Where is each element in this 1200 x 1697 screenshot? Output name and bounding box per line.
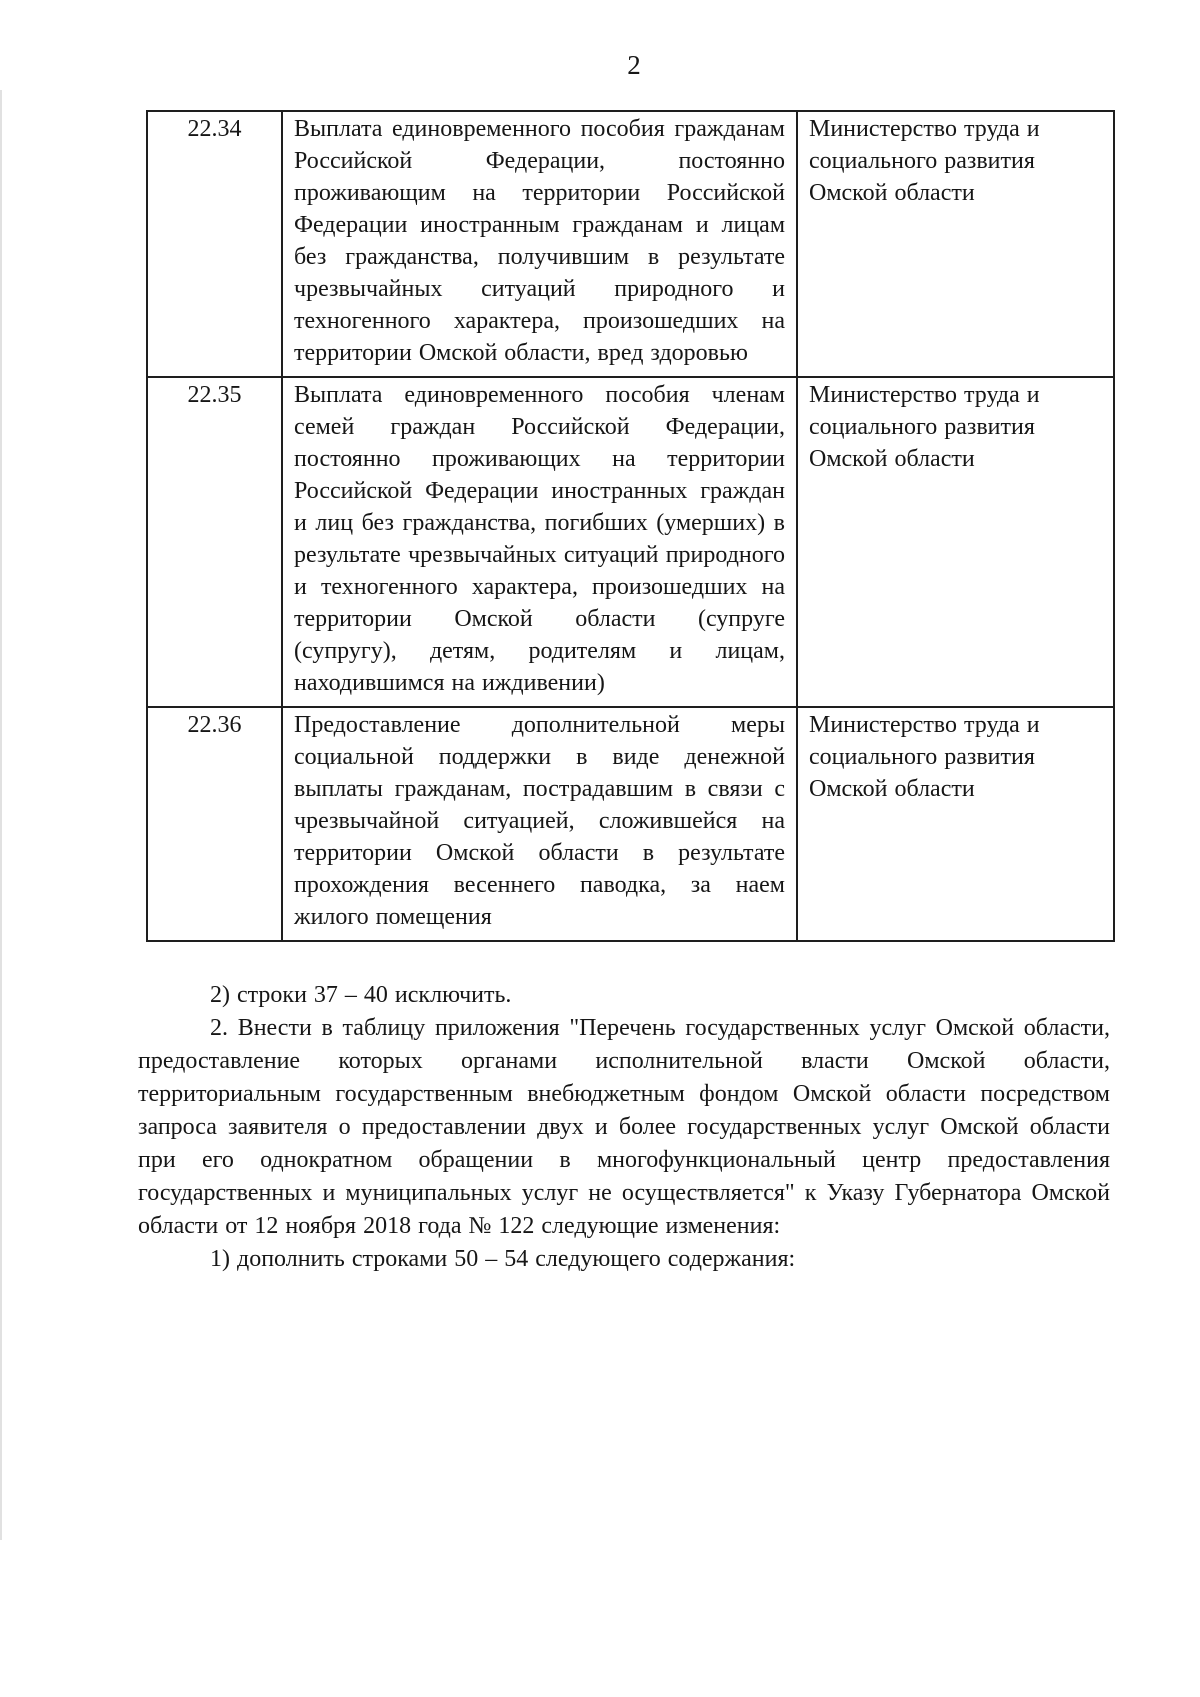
service-description-cell: Предоставление дополнительной меры социальной поддержки в виде денежной выплаты гражданам, пострадавшим в связи с чрезвычайной ситуацией, сложившейся на территории Омской области в результате прохождения весеннего паводка, за наем жилого помещения <box>282 707 797 941</box>
table-row-22-35 <box>147 377 1114 707</box>
table-row-22-34 <box>147 111 1114 377</box>
paragraph-amendment-intro: 2. Внести в таблицу приложения "Перечень государственных услуг Омской области, предоставление которых органами исполнительной власти Омской области, территориальным государственным внебюджетным фондом Омской области посредством запроса заявителя о предоставлении двух и более государственных услуг Омской области при его однократном обращении в многофункциональный центр предоставления государственных и муниципальных услуг не осуществляется" к Указу Губернатора Омской области от 12 ноября 2018 года № 122 следующие изменения: <box>138 1015 1110 1239</box>
row-number-cell: 22.36 <box>147 707 282 941</box>
paragraph-exclude-rows: 2) строки 37 – 40 исключить. <box>210 982 512 1008</box>
amendment-text-block <box>138 979 1110 1276</box>
authority-cell: Министерство труда и социального развития Омской области <box>797 111 1114 377</box>
paragraph-add-rows: 1) дополнить строками 50 – 54 следующего содержания: <box>210 1246 796 1272</box>
table-row-22-36 <box>147 707 1114 941</box>
service-description-cell: Выплата единовременного пособия гражданам Российской Федерации, постоянно проживающим на территории Российской Федерации иностранным гражданам и лицам без гражданства, получившим в результате чрезвычайных ситуаций природного и техногенного характера, произошедших на территории Омской области, вред здоровью <box>282 111 797 377</box>
document-content <box>0 110 1200 1276</box>
row-number-cell: 22.34 <box>147 111 282 377</box>
authority-cell: Министерство труда и социального развития Омской области <box>797 377 1114 707</box>
services-table <box>146 110 1115 942</box>
authority-cell: Министерство труда и социального развития Омской области <box>797 707 1114 941</box>
row-number-cell: 22.35 <box>147 377 282 707</box>
service-description-cell: Выплата единовременного пособия членам семей граждан Российской Федерации, постоянно проживающих на территории Российской Федерации иностранных граждан и лиц без гражданства, погибших (умерших) в результате чрезвычайных ситуаций природного и техногенного характера, произошедших на территории Омской области (супруге (супругу), детям, родителям и лицам, находившимся на иждивении) <box>282 377 797 707</box>
page-number: 2 <box>627 50 641 80</box>
